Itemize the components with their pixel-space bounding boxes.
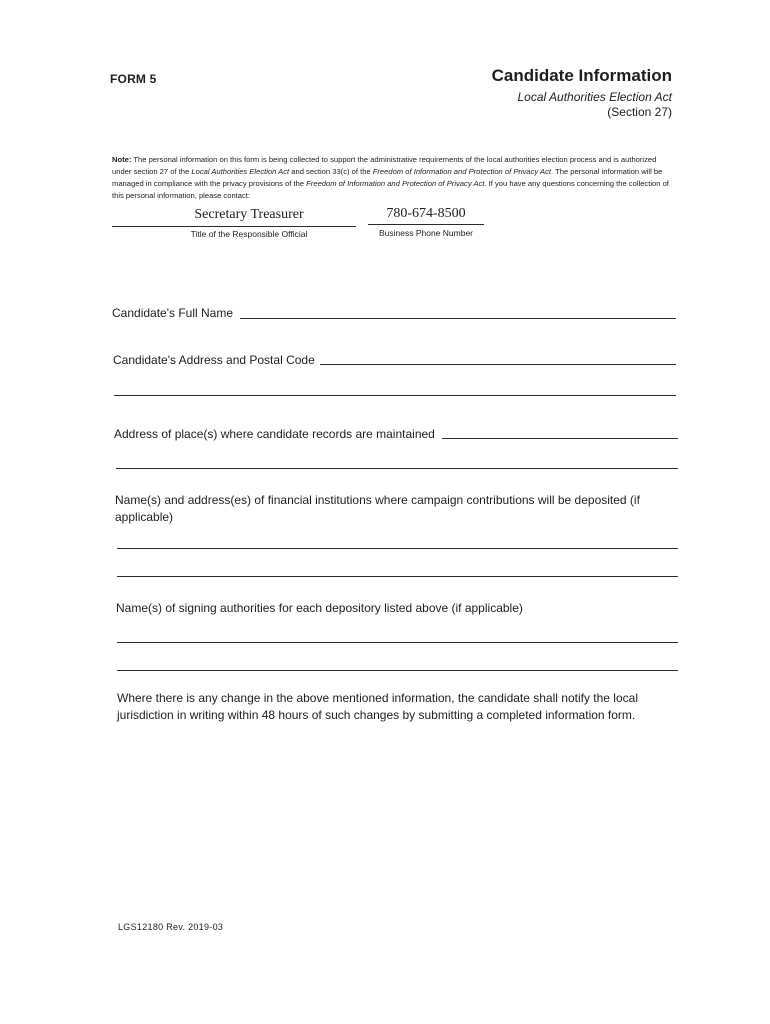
note-text: and section 33(c) of the xyxy=(289,167,373,176)
form-section: (Section 27) xyxy=(607,105,672,119)
note-foip-name: Freedom of Information and Protection of Privacy Act xyxy=(372,167,552,176)
privacy-note xyxy=(112,154,672,202)
full-name-label: Candidate's Full Name xyxy=(112,306,234,320)
financial-institutions-input-line-2[interactable] xyxy=(117,576,678,577)
records-address-label: Address of place(s) where candidate records are maintained xyxy=(114,427,435,441)
signing-authorities-input-line-2[interactable] xyxy=(117,670,678,671)
financial-institutions-label: Name(s) and address(es) of financial institutions where campaign contributions will be deposited (if applicable) xyxy=(115,493,640,524)
full-name-input-line[interactable] xyxy=(240,318,676,319)
records-address-input-line-2[interactable] xyxy=(116,468,678,469)
title-block xyxy=(492,66,672,119)
official-title-caption: Title of the Responsible Official xyxy=(190,229,308,239)
note-label: Note: xyxy=(112,155,132,164)
note-text: . If you have any questions concerning the collection of this personal information, please contact: xyxy=(112,179,669,200)
signing-authorities-input-line[interactable] xyxy=(117,642,678,643)
address-input-line[interactable] xyxy=(320,364,676,365)
address-label: Candidate's Address and Postal Code xyxy=(113,353,315,367)
financial-institutions-input-line[interactable] xyxy=(117,548,678,549)
note-text: . The personal information will be managed in compliance with the privacy provisions of the xyxy=(112,167,663,188)
change-notice: Where there is any change in the above mentioned information, the candidate shall notify the local jurisdiction in writing within 48 hours of such changes by submitting a completed information form. xyxy=(117,691,638,722)
form-revision-code: LGS12180 Rev. 2019-03 xyxy=(118,922,224,932)
note-foip-name: Freedom of Information and Protection of Privacy Act xyxy=(306,179,485,188)
form-number: FORM 5 xyxy=(110,72,157,86)
address-input-line-2[interactable] xyxy=(114,395,676,396)
note-act-name: Local Authorities Election Act xyxy=(191,167,290,176)
records-address-input-line[interactable] xyxy=(442,438,678,439)
official-title-line xyxy=(112,226,356,227)
official-title-value: Secretary Treasurer xyxy=(194,207,304,222)
signing-authorities-label: Name(s) of signing authorities for each depository listed above (if applicable) xyxy=(116,601,523,615)
phone-line xyxy=(368,224,484,225)
form-act: Local Authorities Election Act xyxy=(517,90,672,104)
note-text: The personal information on this form is being collected to support the administrative requirements of the local authorities election process and is authorized under section 27 of the xyxy=(112,155,657,176)
phone-value: 780-674-8500 xyxy=(386,206,466,221)
form-title: Candidate Information xyxy=(491,66,672,85)
phone-caption: Business Phone Number xyxy=(378,228,474,238)
